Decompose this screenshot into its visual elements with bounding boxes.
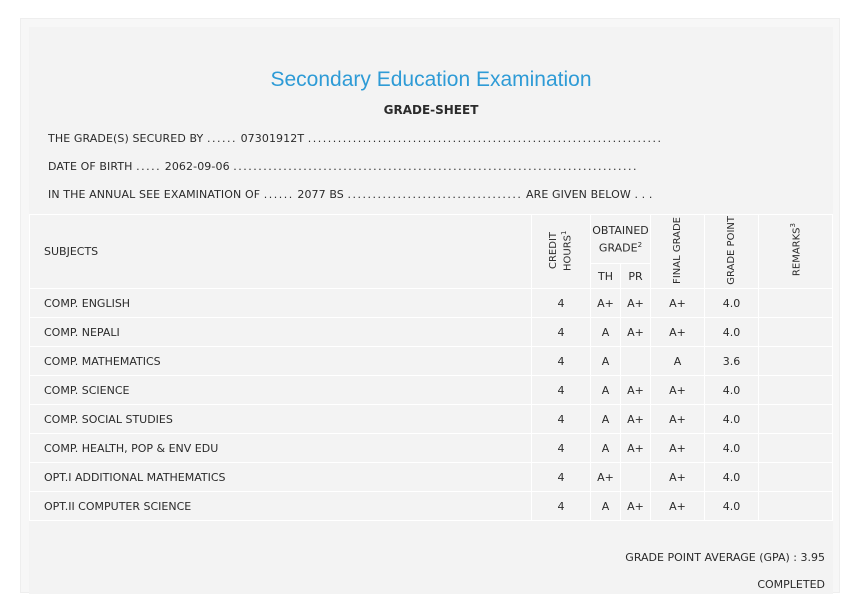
- remarks-cell: [759, 434, 833, 463]
- grade-point-cell: 4.0: [705, 318, 759, 347]
- remarks-cell: [759, 492, 833, 521]
- obtained-grade-header: [591, 215, 651, 264]
- credit-hours-cell: 4: [532, 376, 591, 405]
- remarks-text: REMARKS: [791, 227, 803, 277]
- remarks-header: [759, 215, 833, 289]
- credit-hours-cell: 4: [532, 289, 591, 318]
- dot-leader: .......................................................................: [307, 132, 663, 145]
- secured-by-label: THE GRADE(S) SECURED BY: [48, 132, 204, 145]
- table-row: [30, 289, 833, 318]
- remarks-cell: [759, 318, 833, 347]
- obtained-label-1: OBTAINED: [592, 223, 649, 237]
- grade-point-cell: 4.0: [705, 376, 759, 405]
- pr-grade-cell: [621, 347, 651, 376]
- subject-cell: COMP. NEPALI: [30, 318, 532, 347]
- th-grade-cell: A: [591, 492, 621, 521]
- grade-point-cell: 4.0: [705, 434, 759, 463]
- credit-hours-footnote: 1: [560, 229, 569, 235]
- secured-by-line: [48, 132, 808, 145]
- credit-hours-cell: 4: [532, 492, 591, 521]
- pr-grade-cell: A+: [621, 434, 651, 463]
- table-row: [30, 463, 833, 492]
- grade-point-cell: 4.0: [705, 405, 759, 434]
- th-grade-cell: A: [591, 318, 621, 347]
- obtained-footnote: 2: [637, 240, 643, 249]
- table-row: [30, 318, 833, 347]
- remarks-cell: [759, 347, 833, 376]
- remarks-label: [788, 223, 802, 276]
- final-grade-cell: A+: [651, 434, 705, 463]
- subject-cell: COMP. MATHEMATICS: [30, 347, 532, 376]
- dob-value: 2062-09-06: [164, 160, 230, 173]
- grade-point-cell: 4.0: [705, 289, 759, 318]
- exam-year: 2077 BS: [297, 188, 344, 201]
- credit-hours-cell: 4: [532, 434, 591, 463]
- th-grade-cell: A+: [591, 289, 621, 318]
- credit-hours-cell: 4: [532, 347, 591, 376]
- table-row: [30, 376, 833, 405]
- status-text: COMPLETED: [757, 578, 825, 591]
- dob-label: DATE OF BIRTH: [48, 160, 133, 173]
- table-row: [30, 405, 833, 434]
- remarks-cell: [759, 405, 833, 434]
- final-grade-cell: A+: [651, 318, 705, 347]
- credit-hours-header: [532, 215, 591, 289]
- final-grade-cell: A+: [651, 376, 705, 405]
- credit-hours-cell: 4: [532, 405, 591, 434]
- final-grade-cell: A: [651, 347, 705, 376]
- final-grade-cell: A+: [651, 463, 705, 492]
- pr-grade-cell: A+: [621, 318, 651, 347]
- subject-cell: OPT.I ADDITIONAL MATHEMATICS: [30, 463, 532, 492]
- th-grade-cell: A: [591, 405, 621, 434]
- final-grade-cell: A+: [651, 289, 705, 318]
- pr-grade-cell: A+: [621, 492, 651, 521]
- remarks-cell: [759, 289, 833, 318]
- final-grade-cell: A+: [651, 492, 705, 521]
- exam-suffix: ARE GIVEN BELOW . . .: [526, 188, 653, 201]
- th-grade-cell: A: [591, 376, 621, 405]
- remarks-cell: [759, 463, 833, 492]
- symbol-number: 07301912T: [240, 132, 305, 145]
- grade-point-header: [705, 215, 759, 289]
- pr-grade-cell: A+: [621, 289, 651, 318]
- table-header-row: [30, 215, 833, 264]
- grade-point-cell: 3.6: [705, 347, 759, 376]
- subject-cell: COMP. HEALTH, POP & ENV EDU: [30, 434, 532, 463]
- pr-grade-cell: A+: [621, 405, 651, 434]
- grades-table: [29, 214, 833, 521]
- grade-point-cell: 4.0: [705, 492, 759, 521]
- table-row: [30, 434, 833, 463]
- th-grade-cell: A: [591, 347, 621, 376]
- grade-point-cell: 4.0: [705, 463, 759, 492]
- remarks-cell: [759, 376, 833, 405]
- table-row: [30, 347, 833, 376]
- obtained-label-2: GRADE: [598, 241, 638, 255]
- th-grade-cell: A+: [591, 463, 621, 492]
- pr-header: PR: [621, 264, 651, 289]
- pr-grade-cell: [621, 463, 651, 492]
- grade-sheet-heading: GRADE-SHEET: [383, 103, 479, 117]
- pr-grade-cell: A+: [621, 376, 651, 405]
- dot-leader: ......: [263, 188, 294, 201]
- table-row: [30, 492, 833, 521]
- final-grade-header: [651, 215, 705, 289]
- dot-leader: ...................................: [347, 188, 523, 201]
- subject-cell: OPT.II COMPUTER SCIENCE: [30, 492, 532, 521]
- final-grade-label: FINAL GRADE: [672, 216, 683, 284]
- th-header: TH: [591, 264, 621, 289]
- dob-line: [48, 160, 808, 173]
- obtained-label-2-wrap: [591, 238, 650, 256]
- subject-cell: COMP. SOCIAL STUDIES: [30, 405, 532, 434]
- credit-hours-text: CREDIT HOURS: [548, 231, 574, 271]
- grade-sheet-inner: [29, 27, 833, 594]
- grade-point-label: GRADE POINT: [726, 215, 737, 285]
- th-grade-cell: A: [591, 434, 621, 463]
- credit-hours-cell: 4: [532, 463, 591, 492]
- page-title: Secondary Education Examination: [270, 68, 592, 91]
- subject-cell: COMP. ENGLISH: [30, 289, 532, 318]
- exam-line: [48, 188, 808, 201]
- exam-label: IN THE ANNUAL SEE EXAMINATION OF: [48, 188, 261, 201]
- remarks-footnote: 3: [789, 223, 798, 228]
- dot-leader: .................................................................................: [233, 160, 639, 173]
- final-grade-cell: A+: [651, 405, 705, 434]
- subjects-header: SUBJECTS: [30, 215, 532, 289]
- grades-table-body: [30, 289, 833, 521]
- credit-hours-cell: 4: [532, 318, 591, 347]
- credit-hours-label: [548, 214, 573, 287]
- grade-sheet-panel: [20, 18, 840, 593]
- dot-leader: .....: [136, 160, 162, 173]
- subject-cell: COMP. SCIENCE: [30, 376, 532, 405]
- gpa-summary: GRADE POINT AVERAGE (GPA) : 3.95: [625, 551, 825, 564]
- dot-leader: ......: [206, 132, 237, 145]
